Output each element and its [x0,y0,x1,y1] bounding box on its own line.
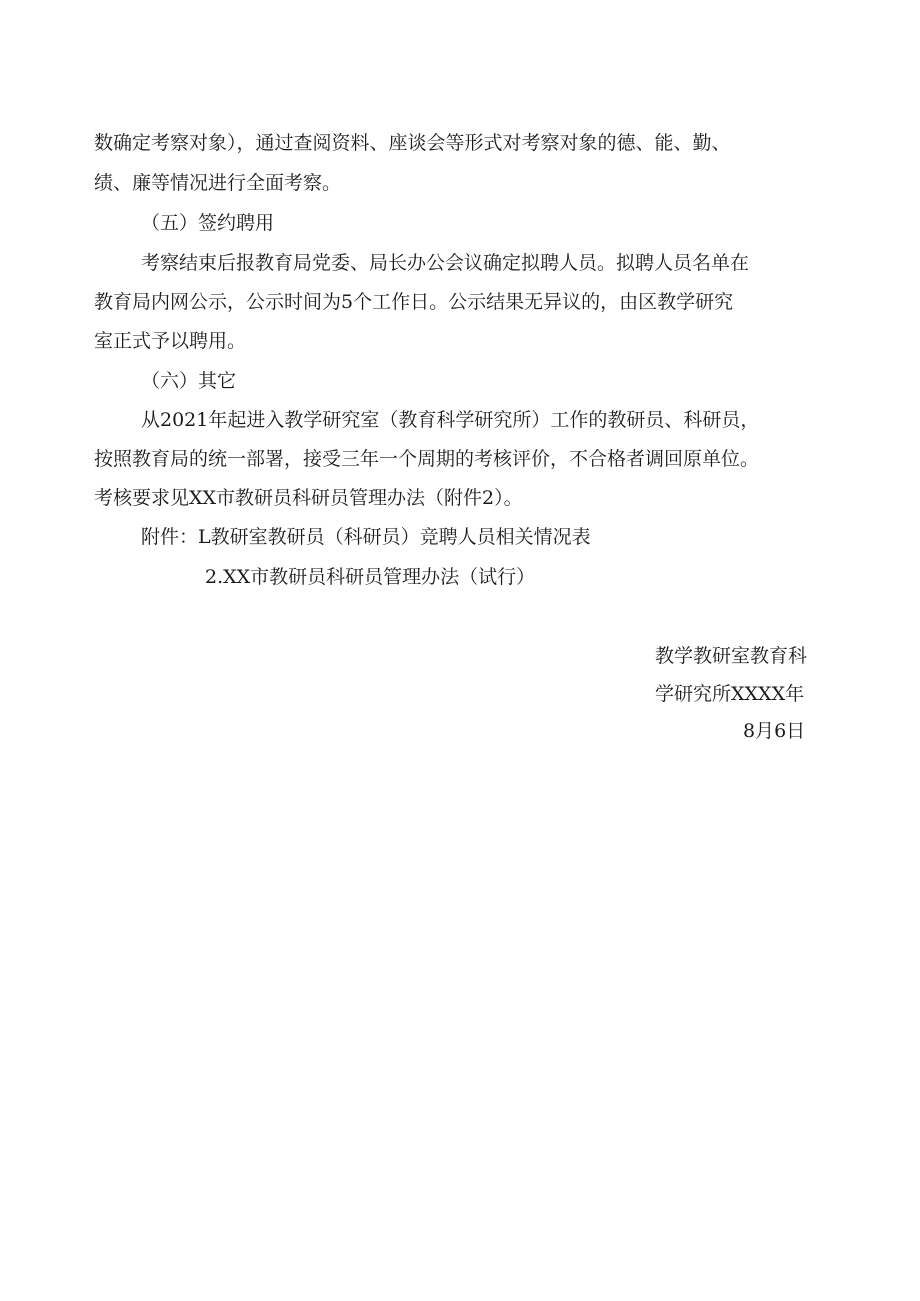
paragraph-line: 从2021年起进入教学研究室（教育科学研究所）工作的教研员、科研员， [141,409,760,431]
paragraph-line: 绩、廉等情况进行全面考察。 [94,172,342,194]
signature-organization: 学研究所XXXX年 [655,683,805,705]
attachment-item: 2.XX市教研员科研员管理办法（试行） [205,566,536,588]
paragraph-line: 室正式予以聘用。 [94,330,247,352]
paragraph-line: 教育局内网公示，公示时间为5个工作日。公示结果无异议的，由区教学研究 [94,291,734,313]
attachment-item: 附件：L教研室教研员（科研员）竞聘人员相关情况表 [141,526,591,548]
section-heading: （五）签约聘用 [141,212,275,234]
section-heading: （六）其它 [141,370,237,392]
signature-organization: 教学教研室教育科 [655,645,808,667]
paragraph-line: 考察结束后报教育局党委、局长办公会议确定拟聘人员。拟聘人员名单在 [141,252,750,274]
paragraph-line: 数确定考察对象），通过查阅资料、座谈会等形式对考察对象的德、能、勤、 [94,132,731,154]
paragraph-line: 考核要求见XX市教研员科研员管理办法（附件2）。 [94,487,523,509]
paragraph-line: 按照教育局的统一部署，接受三年一个周期的考核评价，不合格者调回原单位。 [94,448,760,470]
signature-date: 8月6日 [743,720,806,742]
